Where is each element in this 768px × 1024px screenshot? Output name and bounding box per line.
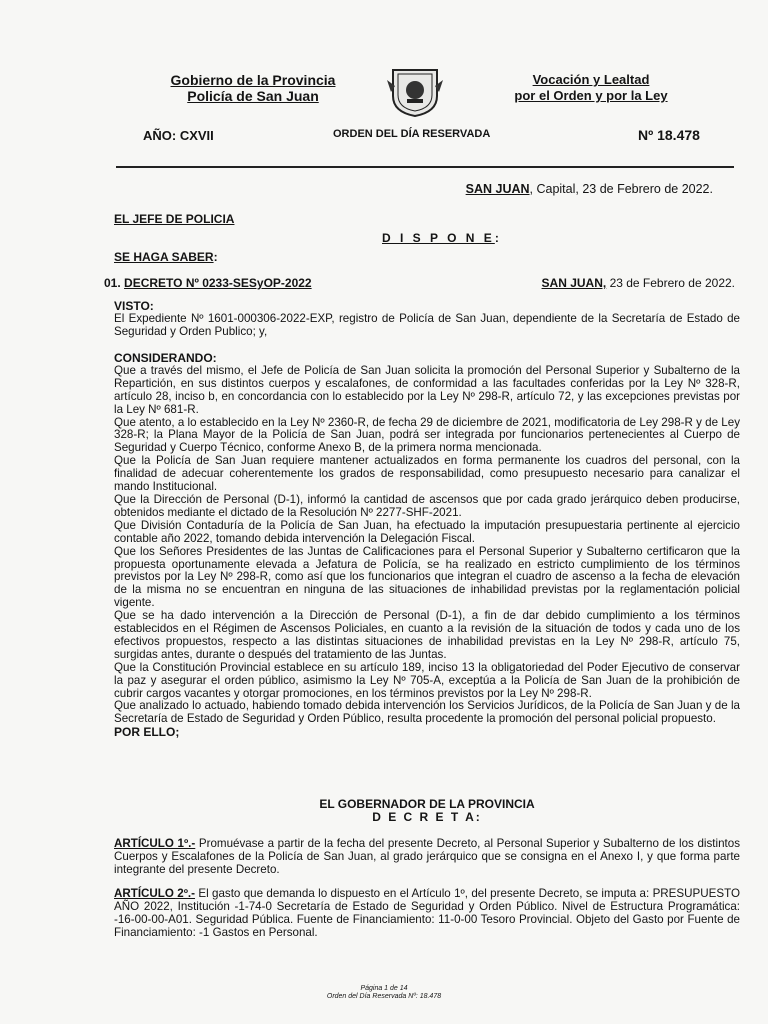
dispone-heading: [382, 231, 502, 245]
motto-line: Vocación y Lealtad: [532, 72, 650, 87]
article-paragraph: [114, 888, 740, 940]
decree-date: [542, 276, 735, 290]
article-text: Promuévase a partir de la fecha del presente Decreto, al Personal Superior y Subalterno de los distintos Cuerpos y Escalafones de la Policía de San Juan, al grado jerárquico que se consigna en el Anexo I, y que forma parte integrante del presente Decreto.: [114, 837, 740, 876]
considerando-paragraph: Que División Contaduría de la Policía de San Juan, ha efectuado la imputación presupuestaria pertinente al ejercicio contable año 2022, tomando debida intervención la Delegación Fiscal.: [114, 518, 740, 545]
considerando-paragraph: Que los Señores Presidentes de las Juntas de Calificaciones para el Personal Superior y Subalterno certificaron que la propuesta oportunamente elevada a Jefatura de Policía, se ha realizado en estricto cumplimiento de los términos previstos por la Ley Nº 298-R, como así que los funcionarios que integran el cuadro de ascenso a la fecha de elevación de la misma no se encuentran en ninguna de las situaciones de inhabilidad previstas por la reglamentación policial vigente.: [114, 544, 740, 610]
chief-heading: EL JEFE DE POLICIA: [114, 212, 235, 226]
motto-line: por el Orden y por la Ley: [514, 88, 668, 103]
article-label: ARTÍCULO 1º.-: [114, 837, 196, 850]
government-line: Gobierno de la Provincia: [170, 72, 336, 88]
dispone-word: D I S P O N E: [382, 231, 495, 245]
haga-saber-heading: [114, 250, 218, 264]
considerando-paragraph: Que la Policía de San Juan requiere mantener actualizados en forma permanente los cuadros del personal, con la finalidad de adecuar coherentemente los grados de responsabilidad, como presupuesto necesario para canalizar el mando Institucional.: [114, 454, 740, 494]
government-header: [150, 72, 356, 104]
considerando-paragraph: Que atento, a lo establecido en la Ley Nº 2360-R, de fecha 29 de diciembre de 2021, modificatoria de Ley 298-R y de Ley 328-R; la Plana Mayor de la Policía de San Juan, podrá ser integrada por funcionarios pertenecientes al Cuerpo de Seguridad y Cuerpo Técnico, conforme Anexo B, de la primera norma mencionada.: [114, 415, 740, 455]
police-line: Policía de San Juan: [187, 88, 319, 104]
article-2: [114, 888, 740, 940]
decree-index: 01.: [104, 276, 121, 290]
order-number: Nº 18.478: [638, 127, 700, 143]
article-label: ARTÍCULO 2º.-: [114, 887, 196, 900]
article-1: [114, 838, 740, 877]
governor-line: EL GOBERNADOR DE LA PROVINCIA: [319, 797, 535, 811]
visto-heading: VISTO:: [114, 299, 154, 313]
decree-date-text: 23 de Febrero de 2022.: [606, 276, 735, 290]
decree-city: SAN JUAN,: [541, 276, 607, 290]
considerando-paragraph: Que la Constitución Provincial establece en su artículo 189, inciso 13 la obligatoriedad del Poder Ejecutivo de conservar la paz y asegurar el orden público, asimismo la Ley Nº 705-A, exceptúa a la Policía de San Juan de la prohibición de cubrir cargos vacantes y otorgar promociones, en los términos previstos por la Ley Nº 298-R.: [114, 660, 740, 700]
article-text: El gasto que demanda lo dispuesto en el Artículo 1º, del presente Decreto, se imputa a: PRESUPUESTO AÑO 2022, Institución -1-74-0 Secretaría de Estado de Seguridad y Orden Público. Nivel de Estructura Programática: -16-00-00-A01. Seguridad Pública. Fuente de Financiamiento: 11-0-00 Tesoro Provincial. Objeto del Gasto por Fuente de Financiamiento: -1 Gastos en Personal.: [114, 887, 740, 939]
place-date-rest: , Capital, 23 de Febrero de 2022.: [529, 182, 713, 196]
police-seal-icon: [385, 66, 445, 118]
considerando-paragraph: Que se ha dado intervención a la Dirección de Personal (D-1), a fin de dar debido cumplimiento a los términos establecidos en el Régimen de Ascensos Policiales, en cuanto a la revisión de la situación de todos y cada uno de los efectivos propuestos, respecto a las distintas situaciones de inhabilidad previstas en la Ley Nº 298-R, artículo 75, surgidas antes, durante o después del tratamiento de las Juntas.: [114, 609, 740, 661]
page-footer: [0, 985, 768, 1001]
place-city: SAN JUAN: [465, 182, 530, 196]
dispone-colon: :: [494, 231, 502, 245]
order-title: ORDEN DEL DÍA RESERVADA: [333, 128, 491, 140]
considerando-paragraph: Que analizado lo actuado, habiendo tomado debida intervención los Servicios Jurídicos, de la Policía de San Juan y de la Secretaría de Estado de Seguridad y Orden Público, resulta procedente la promoción del personal policial propuesto.: [114, 699, 740, 726]
header-divider: [116, 166, 734, 168]
place-date: [466, 182, 713, 196]
decree-number: DECRETO Nº 0233-SESyOP-2022: [124, 276, 312, 290]
considerando-section: [114, 352, 740, 739]
footer-order: Orden del Día Reservada Nº: 18.478: [326, 993, 442, 1000]
haga-saber-colon: :: [213, 250, 218, 264]
visto-section: [114, 300, 740, 339]
governor-heading: [114, 798, 740, 824]
considerando-paragraph: Que a través del mismo, el Jefe de Policía de San Juan solicita la promoción del Personal Superior y Subalterno de la Repartición, en sus distintos cuerpos y escalafones, de conformidad a las facultades conferidas por la Ley Nº 328-R, artículo 28, inciso b, en concordancia con lo establecido por la Ley Nº 298-R, artículo 72, y las excepciones previstas por la Ley Nº 681-R.: [114, 363, 740, 416]
footer-page: Página 1 de 14: [360, 985, 408, 992]
decreta-line: D E C R E T A:: [372, 810, 482, 824]
haga-saber-word: SE HAGA SABER: [114, 250, 214, 264]
motto-header: [505, 72, 677, 104]
por-ello: POR ELLO;: [114, 725, 180, 740]
considerando-heading: CONSIDERANDO:: [114, 351, 217, 365]
decree-title: [104, 276, 312, 290]
visto-text: El Expediente Nº 1601-000306-2022-EXP, registro de Policía de San Juan, dependiente de la Secretaría de Estado de Seguridad y Orden Publico; y,: [114, 311, 740, 338]
year-label: AÑO: CXVII: [143, 128, 214, 143]
article-paragraph: [114, 838, 740, 877]
considerando-paragraph: Que la Dirección de Personal (D-1), informó la cantidad de ascensos que por cada grado jerárquico deben producirse, obtenidos mediante el dictado de la Resolución Nº 2277-SHF-2021.: [114, 492, 740, 519]
